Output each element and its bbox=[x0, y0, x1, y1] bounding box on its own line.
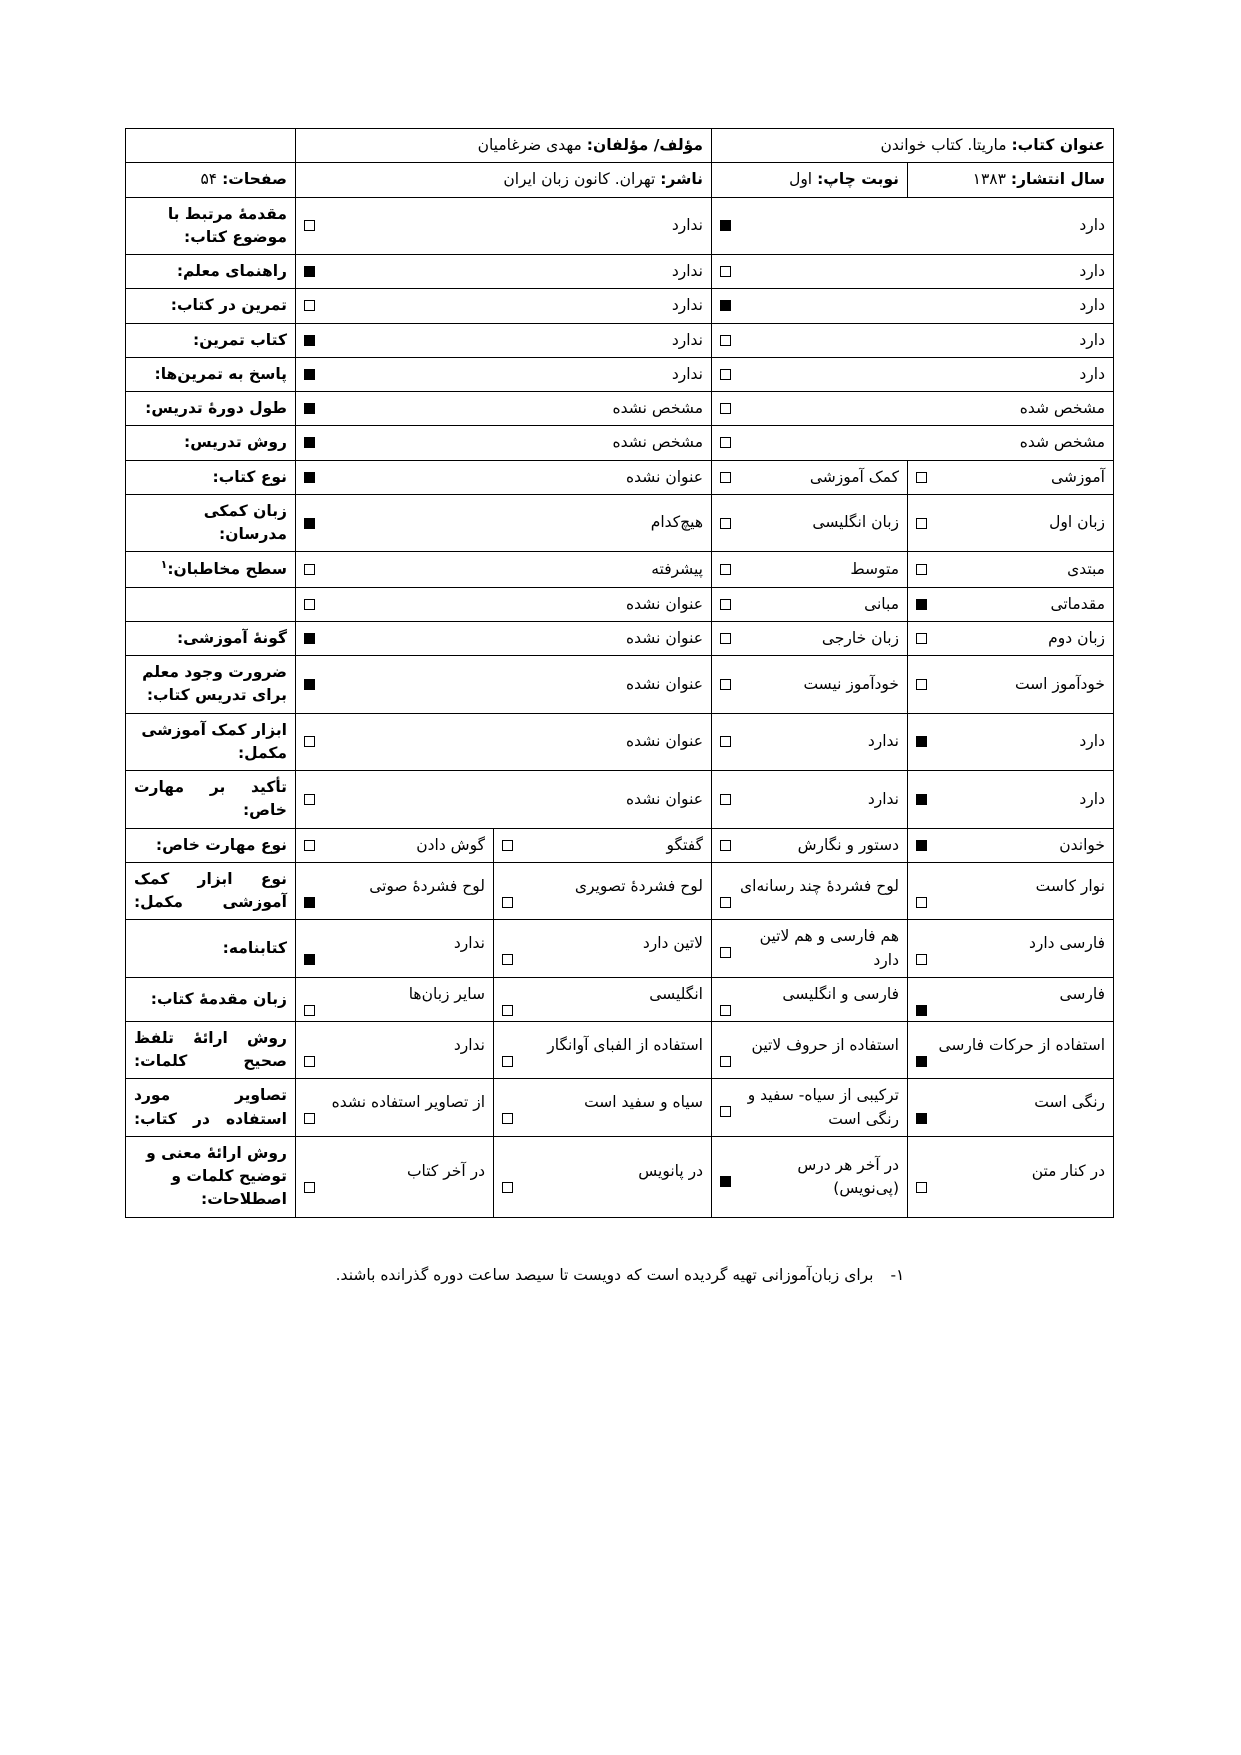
form-table bbox=[125, 128, 1114, 1218]
row-label-text: تأکید بر مهارت خاص: bbox=[133, 778, 287, 820]
row-label bbox=[125, 621, 295, 655]
checkbox-icon[interactable] bbox=[720, 1106, 731, 1117]
option-cell bbox=[494, 1136, 712, 1217]
checkbox-icon[interactable] bbox=[502, 954, 513, 965]
row-label-text: کتاب تمرین: bbox=[193, 330, 287, 349]
checkbox-icon[interactable] bbox=[304, 1005, 315, 1016]
checkbox-icon[interactable] bbox=[720, 897, 731, 908]
option-label: زبان انگلیسی bbox=[812, 513, 899, 532]
checkbox-icon[interactable] bbox=[916, 472, 927, 483]
option-cell bbox=[712, 713, 908, 771]
row-label bbox=[125, 1079, 295, 1137]
option-label: استفاده از الفبای آوانگار bbox=[547, 1035, 703, 1054]
edition-value: اول bbox=[789, 170, 813, 189]
table-row bbox=[125, 920, 1113, 978]
table-row bbox=[125, 289, 1113, 323]
table-row bbox=[125, 392, 1113, 426]
checkbox-icon[interactable] bbox=[502, 1182, 513, 1193]
publication-year-cell bbox=[908, 163, 1114, 197]
option-cell bbox=[295, 460, 711, 494]
option-cell bbox=[712, 1136, 908, 1217]
option-label: گوش دادن bbox=[416, 835, 485, 854]
publisher-label: ناشر: bbox=[660, 170, 703, 189]
option-cell bbox=[712, 255, 1114, 289]
option-label: عنوان نشده bbox=[626, 789, 703, 808]
checkbox-icon[interactable] bbox=[720, 599, 731, 610]
option-cell bbox=[295, 621, 711, 655]
option-cell bbox=[295, 1021, 493, 1079]
row-label-text: راهنمای معلم: bbox=[176, 262, 287, 280]
checkbox-icon[interactable] bbox=[916, 897, 927, 908]
checkbox-checked-icon[interactable] bbox=[720, 1176, 731, 1187]
option-label: عنوان نشده bbox=[626, 467, 703, 486]
row-label bbox=[125, 977, 295, 1021]
option-label: گفتگو bbox=[666, 835, 703, 854]
checkbox-icon[interactable] bbox=[916, 954, 927, 965]
option-label: دارد bbox=[1079, 262, 1105, 280]
option-cell bbox=[712, 357, 1114, 391]
row-label bbox=[125, 323, 295, 357]
option-label: هم فارسی و هم لاتین دارد bbox=[759, 927, 899, 969]
option-cell bbox=[908, 862, 1114, 920]
option-label: مبتدی bbox=[1067, 559, 1105, 578]
checkbox-icon[interactable] bbox=[502, 840, 513, 851]
option-label: عنوان نشده bbox=[626, 594, 703, 613]
footnote-number: ۱- bbox=[890, 1266, 905, 1284]
checkbox-checked-icon[interactable] bbox=[304, 266, 315, 277]
option-cell bbox=[295, 828, 493, 862]
table-row bbox=[125, 587, 1113, 621]
row-label bbox=[125, 197, 295, 255]
checkbox-icon[interactable] bbox=[304, 599, 315, 610]
checkbox-checked-icon[interactable] bbox=[304, 369, 315, 380]
row-label-text: روش ارائهٔ معنی و توضیح کلمات و اصطلاحات: bbox=[146, 1143, 287, 1209]
row-label bbox=[125, 426, 295, 460]
option-label: در آخر کتاب bbox=[406, 1162, 485, 1181]
option-label: دارد bbox=[1079, 364, 1105, 383]
checkbox-icon[interactable] bbox=[304, 736, 315, 747]
option-cell bbox=[295, 587, 711, 621]
option-cell bbox=[712, 197, 1114, 255]
checkbox-icon[interactable] bbox=[304, 1182, 315, 1193]
option-label: لاتین دارد bbox=[642, 934, 703, 953]
checkbox-icon[interactable] bbox=[304, 300, 315, 311]
row-label bbox=[125, 713, 295, 771]
option-label: استفاده از حرکات فارسی bbox=[938, 1035, 1105, 1054]
row-label bbox=[125, 357, 295, 391]
row-label-text: ابزار کمک آموزشی مکمل: bbox=[141, 720, 287, 762]
table-row bbox=[125, 552, 1113, 587]
book-author-value: مهدی ضرغامیان bbox=[477, 136, 582, 154]
option-label: دارد bbox=[1079, 330, 1105, 349]
checkbox-icon[interactable] bbox=[304, 220, 315, 231]
table-row bbox=[125, 828, 1113, 862]
checkbox-checked-icon[interactable] bbox=[916, 840, 927, 851]
checkbox-icon[interactable] bbox=[304, 1056, 315, 1067]
option-cell bbox=[712, 392, 1114, 426]
checkbox-icon[interactable] bbox=[502, 1113, 513, 1124]
table-row bbox=[125, 1136, 1113, 1217]
checkbox-icon[interactable] bbox=[720, 679, 731, 690]
option-label: در آخر هر درس (پی‌نویس) bbox=[797, 1155, 899, 1197]
checkbox-icon[interactable] bbox=[916, 1182, 927, 1193]
checkbox-checked-icon[interactable] bbox=[916, 1056, 927, 1067]
checkbox-icon[interactable] bbox=[720, 794, 731, 805]
checkbox-icon[interactable] bbox=[720, 369, 731, 380]
option-label: نوار کاست bbox=[1035, 876, 1105, 895]
option-label: دارد bbox=[1079, 216, 1105, 235]
option-label: لوح فشردهٔ صوتی bbox=[369, 876, 485, 895]
checkbox-icon[interactable] bbox=[720, 633, 731, 644]
checkbox-icon[interactable] bbox=[916, 564, 927, 575]
table-row bbox=[125, 197, 1113, 255]
row-label bbox=[125, 771, 295, 829]
table-row bbox=[125, 713, 1113, 771]
row-label bbox=[125, 1021, 295, 1079]
option-label: خودآموز نیست bbox=[803, 674, 899, 693]
option-cell bbox=[908, 828, 1114, 862]
option-cell bbox=[295, 1079, 493, 1137]
row-label bbox=[125, 392, 295, 426]
option-label: دارد bbox=[1079, 732, 1105, 751]
option-cell bbox=[908, 713, 1114, 771]
option-label: ندارد bbox=[671, 364, 703, 383]
option-label: در پانویس bbox=[638, 1162, 703, 1181]
option-cell bbox=[295, 862, 493, 920]
option-cell bbox=[712, 771, 908, 829]
option-cell bbox=[908, 587, 1114, 621]
checkbox-checked-icon[interactable] bbox=[916, 1113, 927, 1124]
checkbox-icon[interactable] bbox=[720, 564, 731, 575]
option-cell bbox=[712, 494, 908, 552]
checkbox-checked-icon[interactable] bbox=[304, 335, 315, 346]
option-label: عنوان نشده bbox=[626, 628, 703, 647]
checkbox-icon[interactable] bbox=[720, 437, 731, 448]
option-cell bbox=[712, 323, 1114, 357]
row-label-text: طول دورهٔ تدریس: bbox=[145, 399, 287, 417]
option-label: کمک آموزشی bbox=[809, 467, 899, 486]
option-cell bbox=[494, 828, 712, 862]
checkbox-checked-icon[interactable] bbox=[304, 954, 315, 965]
checkbox-checked-icon[interactable] bbox=[304, 472, 315, 483]
checkbox-checked-icon[interactable] bbox=[916, 599, 927, 610]
option-label: انگلیسی bbox=[649, 984, 703, 1003]
option-cell bbox=[908, 1136, 1114, 1217]
option-label: مشخص شده bbox=[1019, 399, 1105, 417]
option-cell bbox=[908, 494, 1114, 552]
option-cell bbox=[712, 1021, 908, 1079]
option-cell bbox=[295, 392, 711, 426]
checkbox-checked-icon[interactable] bbox=[304, 518, 315, 529]
table-row bbox=[125, 771, 1113, 829]
row-label bbox=[125, 828, 295, 862]
option-cell bbox=[295, 323, 711, 357]
option-cell bbox=[712, 460, 908, 494]
row-label-text: سطح مخاطبان: bbox=[167, 560, 287, 579]
checkbox-checked-icon[interactable] bbox=[304, 897, 315, 908]
option-cell bbox=[908, 920, 1114, 978]
option-cell bbox=[712, 828, 908, 862]
footnote-text: برای زبان‌آموزانی تهیه گردیده است که دویست تا سیصد ساعت دوره گذرانده باشند. bbox=[335, 1266, 874, 1284]
book-title-label: عنوان کتاب: bbox=[1011, 136, 1105, 154]
checkbox-icon[interactable] bbox=[720, 840, 731, 851]
table-row bbox=[125, 862, 1113, 920]
option-label: مشخص نشده bbox=[612, 399, 703, 417]
table-row bbox=[125, 1079, 1113, 1137]
option-label: دارد bbox=[1079, 789, 1105, 808]
checkbox-icon[interactable] bbox=[720, 1056, 731, 1067]
checkbox-icon[interactable] bbox=[502, 1005, 513, 1016]
row-label-text: روش ارائهٔ تلفظ صحیح کلمات: bbox=[133, 1028, 287, 1071]
checkbox-icon[interactable] bbox=[916, 518, 927, 529]
option-cell bbox=[712, 920, 908, 978]
publisher-cell bbox=[295, 163, 711, 197]
row-label-text: پاسخ به تمرین‌ها: bbox=[154, 364, 287, 383]
row-label-text: مقدمهٔ مرتبط با موضوع کتاب: bbox=[167, 204, 287, 246]
option-cell bbox=[712, 587, 908, 621]
table-row bbox=[125, 656, 1113, 714]
book-title-cell bbox=[712, 129, 1114, 163]
empty-cell-top-left bbox=[125, 129, 295, 163]
footnote-marker: ۱ bbox=[160, 558, 168, 572]
checkbox-checked-icon[interactable] bbox=[916, 736, 927, 747]
option-label: رنگی است bbox=[1034, 1093, 1105, 1112]
table-row bbox=[125, 426, 1113, 460]
table-row bbox=[125, 977, 1113, 1021]
row-label-text: زبان مقدمهٔ کتاب: bbox=[150, 989, 287, 1008]
checkbox-icon[interactable] bbox=[720, 518, 731, 529]
option-label: دارد bbox=[1079, 296, 1105, 315]
checkbox-icon[interactable] bbox=[720, 403, 731, 414]
book-author-label: مؤلف/ مؤلفان: bbox=[586, 136, 703, 154]
checkbox-icon[interactable] bbox=[304, 840, 315, 851]
option-cell bbox=[712, 977, 908, 1021]
option-label: متوسط bbox=[850, 559, 899, 578]
option-label: خودآموز است bbox=[1014, 674, 1105, 693]
option-label: استفاده از حروف لاتین bbox=[751, 1035, 899, 1054]
publication-year-label: سال انتشار: bbox=[1010, 170, 1105, 189]
form-rows bbox=[125, 197, 1113, 1217]
option-label: مشخص نشده bbox=[612, 433, 703, 452]
option-label: لوح فشردهٔ تصویری bbox=[574, 876, 703, 895]
book-title-value: ماریتا. کتاب خواندن bbox=[880, 136, 1007, 154]
option-label: ندارد bbox=[453, 934, 485, 953]
checkbox-checked-icon[interactable] bbox=[916, 1005, 927, 1016]
row-label-text: کتابنامه: bbox=[222, 939, 287, 958]
option-cell bbox=[712, 552, 908, 587]
checkbox-checked-icon[interactable] bbox=[304, 633, 315, 644]
checkbox-icon[interactable] bbox=[304, 564, 315, 575]
table-row bbox=[125, 323, 1113, 357]
checkbox-icon[interactable] bbox=[720, 947, 731, 958]
checkbox-icon[interactable] bbox=[916, 679, 927, 690]
option-cell bbox=[712, 862, 908, 920]
book-evaluation-form bbox=[126, 128, 1114, 1218]
checkbox-checked-icon[interactable] bbox=[720, 220, 731, 231]
option-label: سیاه و سفید است bbox=[584, 1093, 703, 1112]
option-cell bbox=[494, 1021, 712, 1079]
checkbox-icon[interactable] bbox=[720, 266, 731, 277]
option-cell bbox=[295, 977, 493, 1021]
checkbox-checked-icon[interactable] bbox=[304, 437, 315, 448]
option-cell bbox=[494, 1079, 712, 1137]
option-cell bbox=[295, 656, 711, 714]
row-label bbox=[125, 289, 295, 323]
row-label-text: نوع کتاب: bbox=[212, 467, 287, 486]
table-row-title bbox=[125, 129, 1113, 163]
option-label: ندارد bbox=[453, 1035, 485, 1054]
option-cell bbox=[908, 1021, 1114, 1079]
option-cell bbox=[908, 977, 1114, 1021]
option-label: هیچ‌کدام bbox=[650, 513, 703, 532]
checkbox-icon[interactable] bbox=[916, 633, 927, 644]
option-cell bbox=[295, 552, 711, 587]
row-label-text: تمرین در کتاب: bbox=[170, 296, 287, 315]
option-label: لوح فشردهٔ چند رسانه‌ای bbox=[740, 876, 899, 895]
row-label bbox=[125, 494, 295, 552]
option-cell bbox=[494, 920, 712, 978]
option-label: ندارد bbox=[867, 789, 899, 808]
option-cell bbox=[295, 426, 711, 460]
checkbox-checked-icon[interactable] bbox=[916, 794, 927, 805]
option-label: عنوان نشده bbox=[626, 674, 703, 693]
option-cell bbox=[908, 1079, 1114, 1137]
checkbox-icon[interactable] bbox=[502, 1056, 513, 1067]
option-cell bbox=[908, 552, 1114, 587]
option-cell bbox=[712, 426, 1114, 460]
option-cell bbox=[295, 357, 711, 391]
option-cell bbox=[295, 255, 711, 289]
row-label bbox=[125, 255, 295, 289]
table-row-publication bbox=[125, 163, 1113, 197]
row-label bbox=[125, 587, 295, 621]
option-label: فارسی و انگلیسی bbox=[782, 984, 899, 1003]
option-cell bbox=[295, 920, 493, 978]
option-cell bbox=[295, 771, 711, 829]
option-cell bbox=[712, 289, 1114, 323]
option-label: ندارد bbox=[671, 216, 703, 235]
pages-label: صفحات: bbox=[222, 170, 287, 189]
row-label-text: نوع ابزار کمک آموزشی مکمل: bbox=[133, 869, 287, 912]
option-cell bbox=[712, 621, 908, 655]
checkbox-icon[interactable] bbox=[502, 897, 513, 908]
option-label: عنوان نشده bbox=[626, 732, 703, 751]
option-label: سایر زبان‌ها bbox=[408, 984, 485, 1003]
footnote bbox=[126, 1266, 1114, 1284]
option-cell bbox=[908, 656, 1114, 714]
table-row bbox=[125, 255, 1113, 289]
checkbox-icon[interactable] bbox=[720, 472, 731, 483]
option-cell bbox=[908, 460, 1114, 494]
option-label: زبان دوم bbox=[1048, 628, 1105, 647]
option-label: آموزشی bbox=[1050, 467, 1105, 486]
option-label: زبان اول bbox=[1049, 513, 1105, 532]
option-label: مقدماتی bbox=[1050, 594, 1105, 613]
row-label bbox=[125, 920, 295, 978]
option-label: خواندن bbox=[1059, 835, 1105, 854]
option-label: مبانی bbox=[864, 594, 899, 613]
table-row bbox=[125, 1021, 1113, 1079]
checkbox-checked-icon[interactable] bbox=[304, 679, 315, 690]
publisher-value: تهران. کانون زبان ایران bbox=[503, 170, 656, 189]
option-cell bbox=[908, 771, 1114, 829]
checkbox-icon[interactable] bbox=[304, 794, 315, 805]
row-label-text: گونهٔ آموزشی: bbox=[176, 628, 287, 647]
option-cell bbox=[712, 1079, 908, 1137]
table-row bbox=[125, 357, 1113, 391]
row-label bbox=[125, 1136, 295, 1217]
pages-value: ۵۴ bbox=[200, 170, 218, 189]
row-label-text: نوع مهارت خاص: bbox=[155, 835, 287, 854]
publication-year-value: ۱۳۸۳ bbox=[972, 170, 1006, 189]
option-label: فارسی دارد bbox=[1028, 934, 1105, 953]
option-label: ندارد bbox=[671, 262, 703, 280]
checkbox-icon[interactable] bbox=[720, 335, 731, 346]
option-label: از تصاویر استفاده نشده bbox=[331, 1093, 485, 1112]
option-cell bbox=[295, 197, 711, 255]
pages-cell bbox=[125, 163, 295, 197]
row-label-text: زبان کمکی مدرسان: bbox=[203, 501, 287, 543]
option-label: زبان خارجی bbox=[821, 628, 899, 647]
option-label: ترکیبی از سیاه- سفید و رنگی است bbox=[747, 1086, 899, 1128]
row-label bbox=[125, 552, 295, 587]
option-label: دستور و نگارش bbox=[797, 835, 899, 854]
option-cell bbox=[295, 289, 711, 323]
table-row bbox=[125, 621, 1113, 655]
row-label bbox=[125, 460, 295, 494]
option-cell bbox=[494, 862, 712, 920]
option-label: فارسی bbox=[1059, 984, 1105, 1003]
row-label-text: تصاویر مورد استفاده در کتاب: bbox=[133, 1086, 287, 1128]
option-label: ندارد bbox=[867, 732, 899, 751]
option-cell bbox=[908, 621, 1114, 655]
checkbox-icon[interactable] bbox=[720, 1005, 731, 1016]
option-cell bbox=[712, 656, 908, 714]
checkbox-checked-icon[interactable] bbox=[720, 300, 731, 311]
checkbox-icon[interactable] bbox=[720, 736, 731, 747]
option-cell bbox=[295, 1136, 493, 1217]
row-label bbox=[125, 862, 295, 920]
option-label: مشخص شده bbox=[1019, 433, 1105, 452]
option-cell bbox=[295, 494, 711, 552]
option-cell bbox=[295, 713, 711, 771]
option-label: ندارد bbox=[671, 330, 703, 349]
table-row bbox=[125, 494, 1113, 552]
row-label-text: ضرورت وجود معلم برای تدریس کتاب: bbox=[142, 663, 287, 705]
row-label bbox=[125, 656, 295, 714]
option-label: در کنار متن bbox=[1031, 1162, 1105, 1181]
option-cell bbox=[494, 977, 712, 1021]
book-author-cell bbox=[295, 129, 711, 163]
checkbox-checked-icon[interactable] bbox=[304, 403, 315, 414]
table-row bbox=[125, 460, 1113, 494]
edition-cell bbox=[712, 163, 908, 197]
checkbox-icon[interactable] bbox=[304, 1113, 315, 1124]
row-label-text: روش تدریس: bbox=[184, 433, 287, 452]
option-label: پیشرفته bbox=[651, 559, 703, 578]
edition-label: نوبت چاپ: bbox=[817, 170, 899, 189]
option-label: ندارد bbox=[671, 296, 703, 315]
